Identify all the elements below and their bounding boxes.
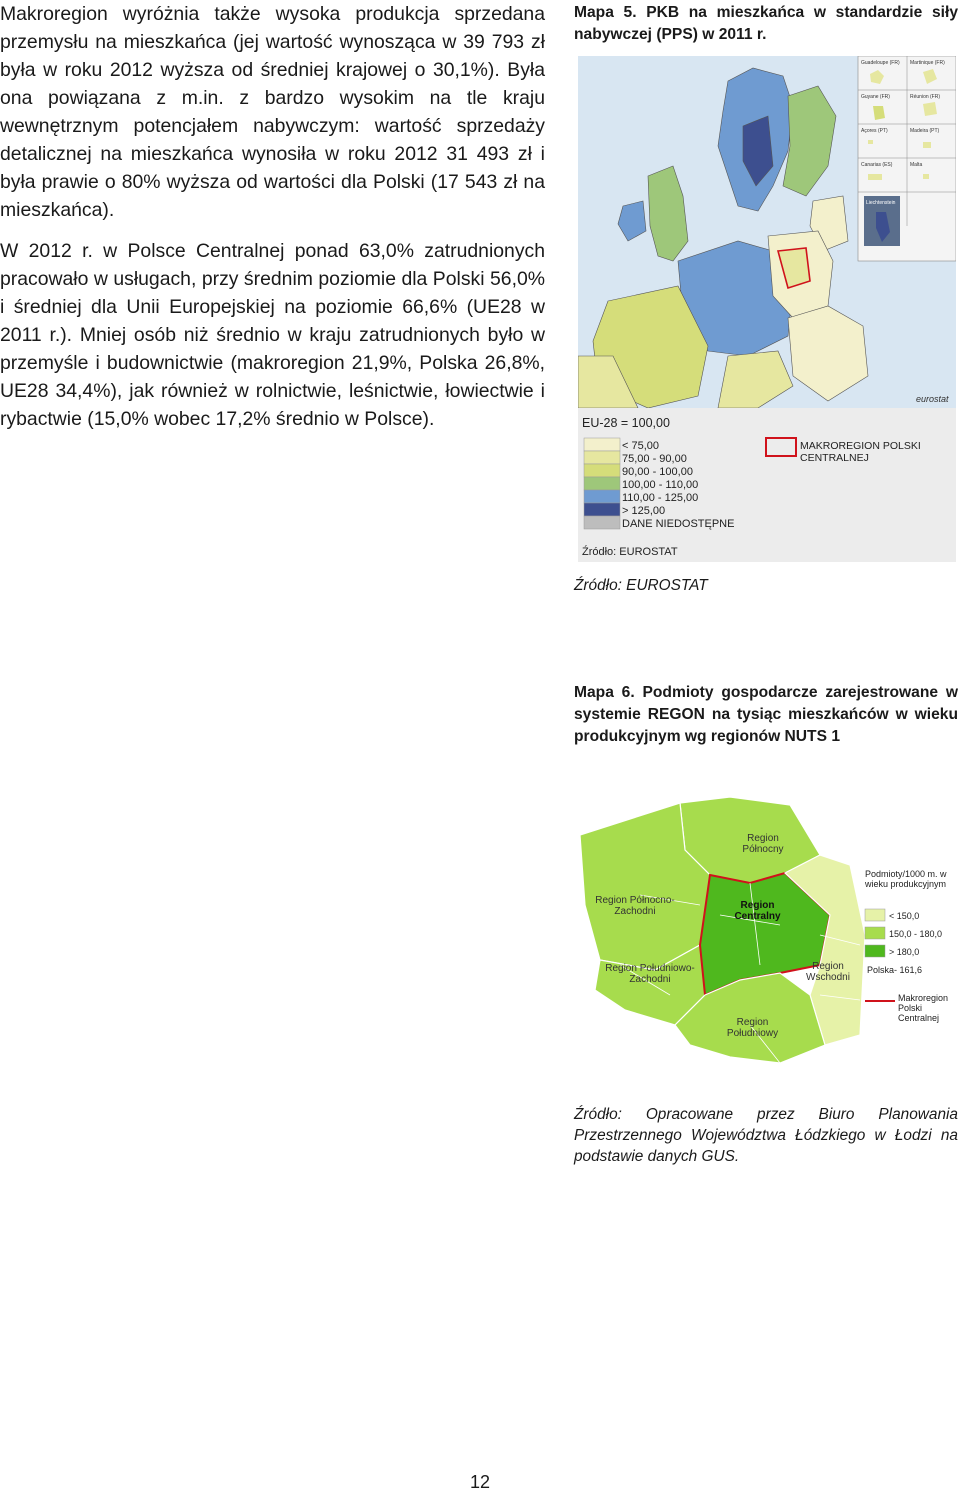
map5-inset-label: Réunion (FR) xyxy=(910,94,941,100)
map5-legend-title: EU-28 = 100,00 xyxy=(582,416,670,430)
map5-legend-item: 110,00 - 125,00 xyxy=(622,492,699,504)
map6-legend-item: < 150,0 xyxy=(889,911,920,921)
paragraph-employment: W 2012 r. w Polsce Centralnej ponad 63,0% zatrudnionych pracowało w usługach, przy średnim poziomie dla Polski 56,0% i średniej dla Unii Europejskiej na poziomie 66,6% (UE28 w 2011 r.). Mniej osób niż średnio w kraju zatrudnionych było w przemyśle i budownictwie (makroregion 21,9%, Polska 26,8%, UE28 34,4%), jak również w rolnictwie, leśnictwie, łowiectwie i rybactwie (15,0% wobec 17,2% średnio w Polsce). xyxy=(0,240,545,430)
map5-legend-item: 100,00 - 110,00 xyxy=(622,479,699,491)
map5-legend-item: DANE NIEDOSTĘPNE xyxy=(622,518,735,530)
map6-legend xyxy=(865,869,958,1029)
map5-inset-label: Malta xyxy=(910,162,923,168)
map5-legend-macro: MAKROREGION POLSKI CENTRALNEJ xyxy=(800,440,921,464)
map6-poland-regions xyxy=(580,795,960,1080)
map5-legend-item: 75,00 - 90,00 xyxy=(622,453,687,465)
map6-label-wschodni: Region Wschodni xyxy=(806,961,850,983)
map5-legend xyxy=(578,408,956,562)
map5-source-in-image: Źródło: EUROSTAT xyxy=(582,546,678,558)
map5-inset-label: Canarias (ES) xyxy=(861,162,893,168)
map6-label-pn-zach: Region Północno-Zachodni xyxy=(595,895,675,917)
map5-inset-label: Madeira (PT) xyxy=(910,128,940,134)
map5-inset-label: Liechtenstein xyxy=(866,200,896,206)
map5-inset-label: Guadeloupe (FR) xyxy=(861,60,900,66)
map6-legend-item: > 180,0 xyxy=(889,947,920,957)
page-number: 12 xyxy=(469,1472,491,1492)
map6-legend-item: 150,0 - 180,0 xyxy=(889,929,943,939)
map5-insets xyxy=(858,56,956,261)
map5-legend-item: > 125,00 xyxy=(622,505,666,517)
map5-inset-label: Guyane (FR) xyxy=(861,94,890,100)
map6-label-polnocny: Region Północny xyxy=(742,833,784,855)
map6-macro-label: Makroregion Polski Centralnej xyxy=(898,993,949,1023)
map6-caption: Mapa 6. Podmioty gospodarcze zarejestrowane w systemie REGON na tysiąc mieszkańców w wieku produkcyjnym wg regionów NUTS 1 xyxy=(574,684,958,745)
map6-poland-value: Polska- 161,6 xyxy=(867,965,923,975)
map6-label-pd-zach: Region Południowo-Zachodni xyxy=(605,963,695,985)
map5-source: Źródło: EUROSTAT xyxy=(574,577,708,594)
map5-inset-label: Açores (PT) xyxy=(861,128,888,134)
map6-label-poludniowy: Region Południowy xyxy=(726,1017,779,1039)
paragraph-industry: Makroregion wyróżnia także wysoka produkcja sprzedana przemysłu na mieszkańca (jej wartość wynosząca w 39 793 zł była w roku 2012 wyższa od średniej krajowej o 30,1%). Była ona powiązana z m.in. z bardzo wysokim na tle kraju wewnętrznym potencjałem nabywczym: wartość sprzedaży detalicznej na mieszkańca wynosiła w roku 2012 31 493 zł i była prawie o 80% wyższa od wartości dla Polski (17 543 zł na mieszkańca). xyxy=(0,3,545,221)
map6-legend-title: Podmioty/1000 m. w wieku produkcyjnym xyxy=(865,869,947,889)
map6-source: Źródło: Opracowane przez Biuro Planowania Przestrzennego Województwa Łódzkiego w Łodzi na podstawie danych GUS. xyxy=(574,1106,958,1165)
map5-eurostat-logo: eurostat xyxy=(916,394,949,404)
map5-legend-item: 90,00 - 100,00 xyxy=(622,466,693,478)
map5-inset-label: Martinique (FR) xyxy=(910,60,945,66)
map6-label-centralny: Region Centralny xyxy=(734,900,781,922)
main-text-column xyxy=(0,0,545,433)
map5-legend-item: < 75,00 xyxy=(622,440,660,452)
map5-europe-gdp xyxy=(578,56,956,562)
map5-caption: Mapa 5. PKB na mieszkańca w standardzie siły nabywczej (PPS) w 2011 r. xyxy=(574,4,958,43)
